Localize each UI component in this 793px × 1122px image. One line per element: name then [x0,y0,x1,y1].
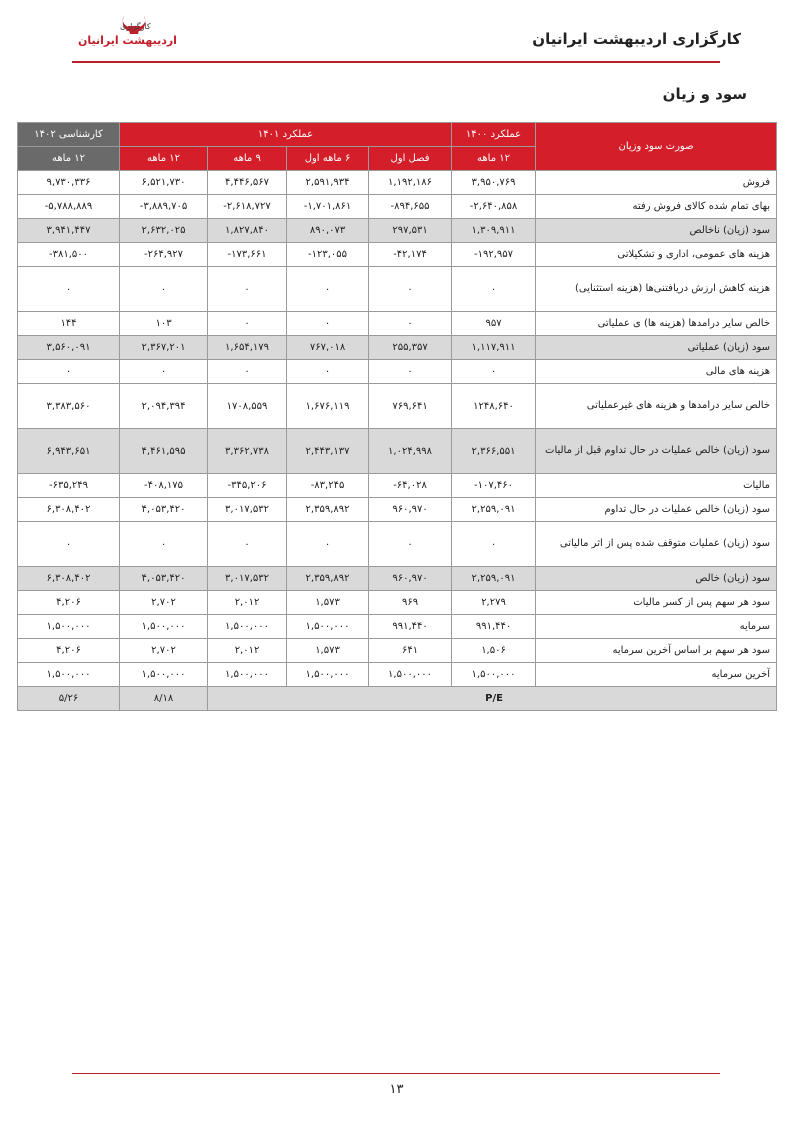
row-label: سود (زیان) عملیات متوقف شده پس از اثر مالیاتی [536,522,777,567]
value-cell: ۱۰۳ [120,312,208,336]
value-cell: ۰ [208,312,287,336]
pe-value-1401: ۸/۱۸ [120,687,208,711]
value-cell: ۲,۷۰۲ [120,591,208,615]
value-cell: ۶,۳۰۸,۴۰۲ [18,498,120,522]
section-title: سود و زیان [662,85,747,103]
row-label: سود هر سهم پس از کسر مالیات [536,591,777,615]
value-cell: ۳,۰۱۷,۵۳۲ [208,498,287,522]
row-label: آخرین سرمایه [536,663,777,687]
subheader-cell: ۶ ماهه اول [287,147,369,171]
value-cell: ۰ [18,522,120,567]
value-cell: ۹۹۱,۴۴۰ [369,615,452,639]
value-cell: ۱,۵۰۰,۰۰۰ [452,663,536,687]
value-cell: -۴۰۸,۱۷۵ [120,474,208,498]
table-row [18,429,777,474]
pe-value-1402: ۵/۲۶ [18,687,120,711]
value-cell: ۰ [452,360,536,384]
row-label: خالص سایر درامدها و هزینه های غیرعملیاتی [536,384,777,429]
value-cell: ۰ [452,522,536,567]
table-row [18,474,777,498]
value-cell: ۰ [287,522,369,567]
value-cell: ۰ [287,312,369,336]
row-label: سود (زیان) خالص عملیات در حال تداوم قبل از مالیات [536,429,777,474]
value-cell: -۱۲۳,۰۵۵ [287,243,369,267]
table-row [18,522,777,567]
value-cell: ۲,۴۴۳,۱۳۷ [287,429,369,474]
subheader-cell: ۱۲ ماهه [120,147,208,171]
group-header-1400: عملکرد ۱۴۰۰ [452,123,536,147]
income-statement-table [17,122,777,711]
page-number: ۱۳ [389,1082,404,1097]
value-cell: ۲,۳۶۶,۵۵۱ [452,429,536,474]
value-cell: -۶۴,۰۲۸ [369,474,452,498]
row-label: هزینه های مالی [536,360,777,384]
value-cell: ۶۴۱ [369,639,452,663]
pe-label: P/E [208,687,777,711]
value-cell: ۷۶۹,۶۴۱ [369,384,452,429]
value-cell: ۶,۹۴۳,۶۵۱ [18,429,120,474]
table-row [18,171,777,195]
table-row [18,384,777,429]
table-row [18,639,777,663]
value-cell: -۳,۸۸۹,۷۰۵ [120,195,208,219]
value-cell: ۱,۵۰۰,۰۰۰ [208,663,287,687]
value-cell: ۱,۸۲۷,۸۴۰ [208,219,287,243]
logo-subtitle: کارگزاری [120,22,151,31]
value-cell: ۱,۵۷۳ [287,591,369,615]
value-cell: ۴,۴۶۱,۵۹۵ [120,429,208,474]
value-cell: -۲,۶۴۰,۸۵۸ [452,195,536,219]
value-cell: ۳,۹۵۰,۷۶۹ [452,171,536,195]
value-cell: -۲۶۴,۹۲۷ [120,243,208,267]
value-cell: ۰ [369,360,452,384]
table-row [18,360,777,384]
value-cell: ۰ [369,312,452,336]
value-cell: ۲۵۵,۳۵۷ [369,336,452,360]
value-cell: ۰ [287,360,369,384]
value-cell: -۵,۷۸۸,۸۸۹ [18,195,120,219]
table-row [18,219,777,243]
value-cell: ۰ [18,267,120,312]
value-cell: ۹۶۰,۹۷۰ [369,498,452,522]
value-cell: ۰ [452,267,536,312]
row-label: فروش [536,171,777,195]
pe-row [18,687,777,711]
row-label: هزینه های عمومی، اداری و تشکیلاتی [536,243,777,267]
row-label: مالیات [536,474,777,498]
value-cell: ۲,۰۹۴,۳۹۴ [120,384,208,429]
table-row [18,567,777,591]
income-statement-table-container [17,122,776,711]
value-cell: ۰ [18,360,120,384]
table-row [18,663,777,687]
value-cell: ۲,۶۳۲,۰۲۵ [120,219,208,243]
value-cell: ۰ [208,522,287,567]
value-cell: ۱,۶۵۴,۱۷۹ [208,336,287,360]
value-cell: -۲,۶۱۸,۷۲۷ [208,195,287,219]
row-label: سود (زیان) خالص عملیات در حال تداوم [536,498,777,522]
value-cell: ۱,۱۱۷,۹۱۱ [452,336,536,360]
group-header-1401: عملکرد ۱۴۰۱ [120,123,452,147]
row-label: سود (زیان) خالص [536,567,777,591]
value-cell: ۱۲۴۸,۶۴۰ [452,384,536,429]
row-label-header: صورت سود وزیان [536,123,777,171]
value-cell: ۲,۳۶۷,۲۰۱ [120,336,208,360]
table-row [18,615,777,639]
value-cell: -۱۹۲,۹۵۷ [452,243,536,267]
row-label: سود (زیان) ناخالص [536,219,777,243]
value-cell: ۱,۶۷۶,۱۱۹ [287,384,369,429]
subheader-cell: ۹ ماهه [208,147,287,171]
row-label: بهای تمام شده کالای فروش رفته [536,195,777,219]
value-cell: ۱۷۰۸,۵۵۹ [208,384,287,429]
table-row [18,312,777,336]
table-row [18,243,777,267]
value-cell: -۳۴۵,۲۰۶ [208,474,287,498]
value-cell: ۱,۵۷۳ [287,639,369,663]
value-cell: ۰ [208,267,287,312]
value-cell: -۶۳۵,۲۴۹ [18,474,120,498]
value-cell: ۹,۷۳۰,۳۳۶ [18,171,120,195]
value-cell: ۴,۴۴۶,۵۶۷ [208,171,287,195]
subheader-cell: ۱۲ ماهه [18,147,120,171]
value-cell: ۱,۰۲۴,۹۹۸ [369,429,452,474]
row-label: سرمایه [536,615,777,639]
value-cell: ۸۹۰,۰۷۳ [287,219,369,243]
value-cell: -۱۷۳,۶۶۱ [208,243,287,267]
value-cell: ۹۶۰,۹۷۰ [369,567,452,591]
value-cell: ۲,۲۵۹,۰۹۱ [452,498,536,522]
table-row [18,498,777,522]
row-label: سود (زیان) عملیاتی [536,336,777,360]
value-cell: ۴,۰۵۳,۴۲۰ [120,567,208,591]
value-cell: ۳,۵۶۰,۰۹۱ [18,336,120,360]
value-cell: ۰ [120,360,208,384]
row-label: خالص سایر درامدها (هزینه ها) ی عملیاتی [536,312,777,336]
value-cell: ۹۶۹ [369,591,452,615]
value-cell: ۱۴۴ [18,312,120,336]
value-cell: ۱,۱۹۲,۱۸۶ [369,171,452,195]
value-cell: ۴,۲۰۶ [18,639,120,663]
header-divider [72,61,720,63]
value-cell: ۳,۹۴۱,۴۴۷ [18,219,120,243]
value-cell: ۱,۵۰۰,۰۰۰ [287,615,369,639]
row-label: سود هر سهم بر اساس آخرین سرمایه [536,639,777,663]
value-cell: ۱,۵۰۰,۰۰۰ [369,663,452,687]
value-cell: ۰ [120,267,208,312]
value-cell: ۹۵۷ [452,312,536,336]
value-cell: ۲,۲۵۹,۰۹۱ [452,567,536,591]
page-header-title: کارگزاری اردیبهشت ایرانیان [532,30,741,48]
value-cell: ۲,۰۱۲ [208,591,287,615]
value-cell: ۲,۵۹۱,۹۳۴ [287,171,369,195]
value-cell: ۰ [208,360,287,384]
value-cell: -۱,۷۰۱,۸۶۱ [287,195,369,219]
value-cell: ۰ [287,267,369,312]
value-cell: -۱۰۷,۴۶۰ [452,474,536,498]
value-cell: ۲,۷۰۲ [120,639,208,663]
value-cell: ۰ [369,267,452,312]
value-cell: ۲,۳۵۹,۸۹۲ [287,498,369,522]
value-cell: ۲,۰۱۲ [208,639,287,663]
value-cell: ۶,۵۲۱,۷۳۰ [120,171,208,195]
value-cell: ۹۹۱,۴۴۰ [452,615,536,639]
row-label: هزینه کاهش ارزش دریافتنی‌ها (هزینه استثنایی) [536,267,777,312]
value-cell: -۸۹۴,۶۵۵ [369,195,452,219]
footer-divider [72,1073,720,1074]
logo-text: اردیبهشت ایرانیان [78,34,177,47]
value-cell: ۱,۵۰۰,۰۰۰ [287,663,369,687]
subheader-cell: فصل اول [369,147,452,171]
value-cell: ۱,۵۰۰,۰۰۰ [208,615,287,639]
value-cell: ۱,۵۰۰,۰۰۰ [18,615,120,639]
value-cell: ۷۶۷,۰۱۸ [287,336,369,360]
table-row [18,591,777,615]
value-cell: ۱,۵۰۰,۰۰۰ [18,663,120,687]
value-cell: ۲,۲۷۹ [452,591,536,615]
table-row [18,195,777,219]
value-cell: ۲,۳۵۹,۸۹۲ [287,567,369,591]
table-row [18,267,777,312]
value-cell: ۲۹۷,۵۳۱ [369,219,452,243]
value-cell: -۸۳,۲۴۵ [287,474,369,498]
value-cell: ۰ [120,522,208,567]
table-body [18,171,777,711]
value-cell: -۳۸۱,۵۰۰ [18,243,120,267]
value-cell: ۱,۳۰۹,۹۱۱ [452,219,536,243]
table-row [18,336,777,360]
value-cell: ۱,۵۰۶ [452,639,536,663]
value-cell: ۴,۲۰۶ [18,591,120,615]
subheader-cell: ۱۲ ماهه [452,147,536,171]
group-header-1402: کارشناسی ۱۴۰۲ [18,123,120,147]
value-cell: ۳,۳۶۲,۷۳۸ [208,429,287,474]
value-cell: ۴,۰۵۳,۴۲۰ [120,498,208,522]
value-cell: ۱,۵۰۰,۰۰۰ [120,663,208,687]
value-cell: ۰ [369,522,452,567]
value-cell: ۳,۰۱۷,۵۳۲ [208,567,287,591]
value-cell: ۱,۵۰۰,۰۰۰ [120,615,208,639]
value-cell: -۴۲,۱۷۴ [369,243,452,267]
value-cell: ۳,۳۸۳,۵۶۰ [18,384,120,429]
value-cell: ۶,۳۰۸,۴۰۲ [18,567,120,591]
